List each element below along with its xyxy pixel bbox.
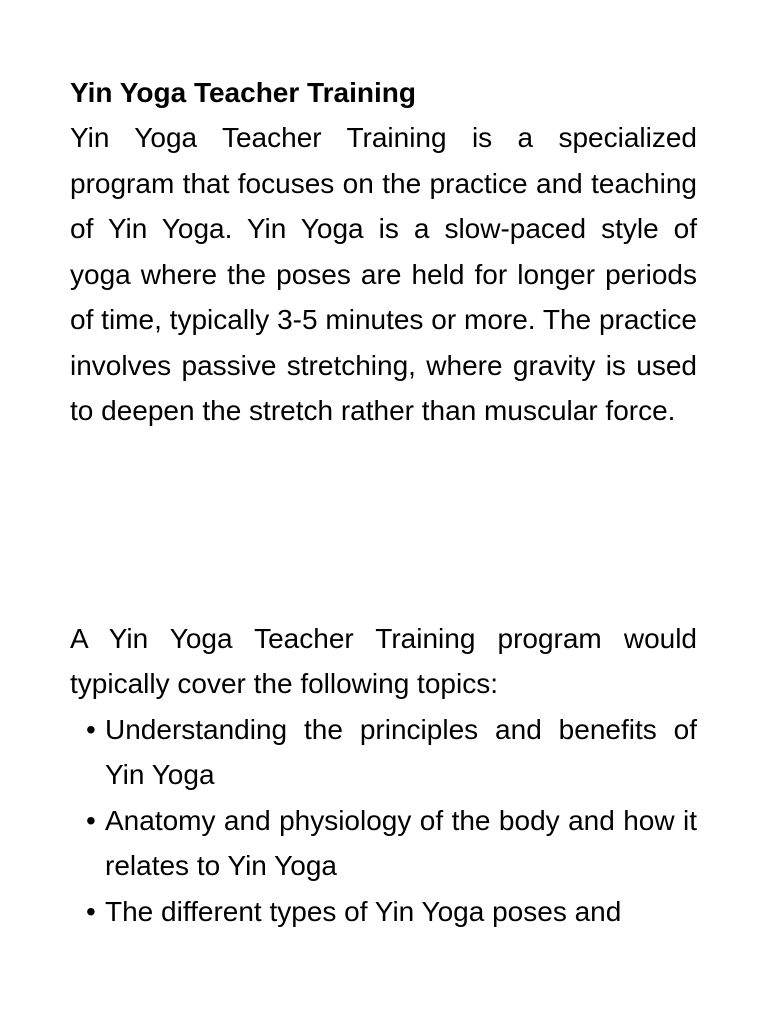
document-title: Yin Yoga Teacher Training xyxy=(70,77,416,108)
list-item-text: Anatomy and physiology of the body and how it relates to Yin Yoga xyxy=(105,804,697,881)
bullet-icon: • xyxy=(86,713,96,745)
intro-paragraph: Yin Yoga Teacher Training is a specialized program that focuses on the practice and teaching of Yin Yoga. Yin Yoga is a slow-paced style of yoga where the poses are held for longer periods of time, typically 3-5 minutes or more. The practice involves passive stretching, where gravity is used to deepen the stretch rather than muscular force. xyxy=(70,122,697,426)
topics-list xyxy=(70,707,697,935)
document-page xyxy=(70,70,697,934)
list-item-text: The different types of Yin Yoga poses and xyxy=(105,895,622,927)
list-item xyxy=(70,707,697,798)
section-spacer xyxy=(70,434,697,616)
list-item xyxy=(70,798,697,889)
bullet-icon: • xyxy=(86,804,96,836)
bullet-icon: • xyxy=(86,895,96,927)
list-item-text: Understanding the principles and benefits of Yin Yoga xyxy=(105,713,697,790)
list-item xyxy=(70,889,697,935)
topics-intro-paragraph: A Yin Yoga Teacher Training program would typically cover the following topics: xyxy=(70,622,697,699)
